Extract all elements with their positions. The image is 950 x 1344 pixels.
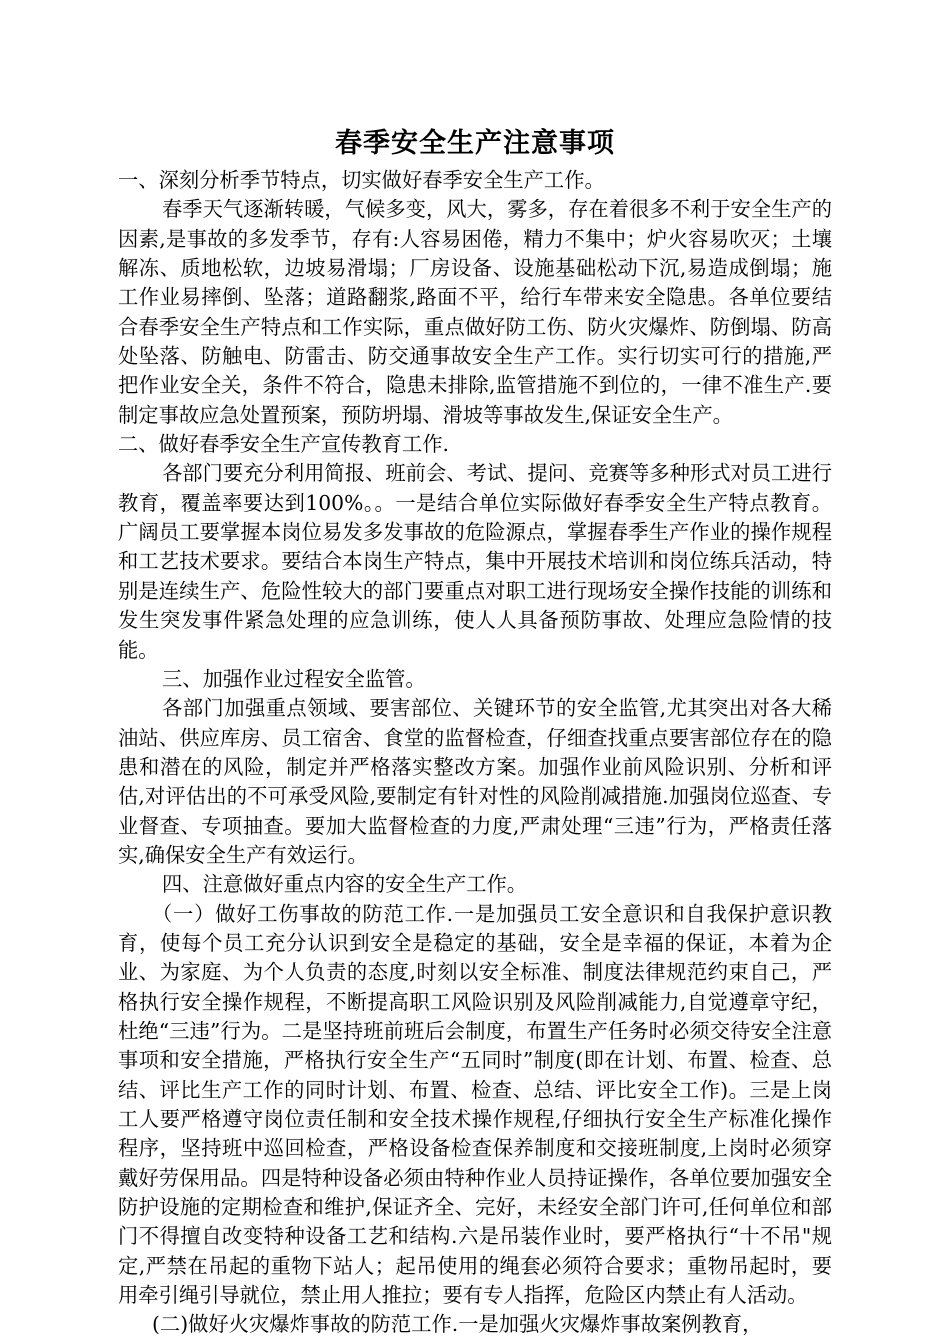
section-heading-3: 三、加强作业过程安全监管。: [162, 666, 426, 691]
section-body-2: 各部门要充分利用简报、班前会、考试、提问、竞赛等多种形式对员工进行教育，覆盖率要达到100%。。一是结合单位实际做好春季安全生产特点教育。广阔员工要掌握本岗位易发多发事故的危险源点，掌握春季生产作业的操作规程和工艺技术要求。要结合本岗生产特点，集中开展技术培训和岗位练兵活动，特别是连续生产、危险性较大的部门要重点对职工进行现场安全操作技能的训练和发生突发事件紧急处理的应急训练，使人人具备预防事故、处理应急险情的技能。: [118, 461, 832, 662]
subsection-2-body: (二)做好火灾爆炸事故的防范工作.一是加强火灾爆炸事故案例教育，: [152, 1312, 763, 1337]
section-body-3: 各部门加强重点领域、要害部位、关键环节的安全监管,尤其突出对各大稀油站、供应库房、员工宿舍、食堂的监督检查，仔细查找重点要害部位存在的隐患和潜在的风险，制定并严格落实整改方案。加强作业前风险识别、分析和评估,对评估出的不可承受风险,要制定有针对性的风险削减措施.加强岗位巡查、专业督查、专项抽查。要加大监督检查的力度,严肃处理“三违”行为，严格责任落实,确保安全生产有效运行。: [118, 696, 832, 867]
section-heading-4: 四、注意做好重点内容的安全生产工作。: [162, 872, 528, 897]
section-body-1: 春季天气逐渐转暖，气候多变，风大，雾多，存在着很多不利于安全生产的因素,是事故的多发季节，存有:人容易困倦，精力不集中；炉火容易吹灭；土壤解冻、质地松软，边坡易滑塌；厂房设备、设施基础松动下沉,易造成倒塌；施工作业易摔倒、坠落；道路翻浆,路面不平，给行车带来安全隐患。各单位要结合春季安全生产特点和工作实际，重点做好防工伤、防火灾爆炸、防倒塌、防高处坠落、防触电、防雷击、防交通事故安全生产工作。实行切实可行的措施,严把作业安全关，条件不符合，隐患未排除,监管措施不到位的，一律不准生产.要制定事故应急处置预案，预防坍塌、滑坡等事故发生,保证安全生产。: [118, 197, 832, 427]
document-page: [118, 122, 832, 1340]
section-heading-1: 一、深刻分析季节特点，切实做好春季安全生产工作。: [118, 168, 605, 192]
subsection-1-body: （一）做好工伤事故的防范工作.一是加强员工安全意识和自我保护意识教育，使每个员工充分认识到安全是稳定的基础，安全是幸福的保证，本着为企业、为家庭、为个人负责的态度,时刻以安全标准、制度法律规范约束自己，严格执行安全操作规程，不断提高职工风险识别及风险削减能力,自觉遵章守纪，杜绝“三违”行为。二是坚持班前班后会制度，布置生产任务时必须交待安全注意事项和安全措施，严格执行安全生产“五同时”制度(即在计划、布置、检查、总结、评比生产工作的同时计划、布置、检查、总结、评比安全工作)。三是上岗工人要严格遵守岗位责任制和安全技术操作规程,仔细执行安全生产标准化操作程序，坚持班中巡回检查，严格设备检查保养制度和交接班制度,上岗时必须穿戴好劳保用品。四是特种设备必须由特种作业人员持证操作，各单位要加强安全防护设施的定期检查和维护,保证齐全、完好，未经安全部门许可,任何单位和部门不得擅自改变特种设备工艺和结构.六是吊装作业时，要严格执行“十不吊"规定,严禁在吊起的重物下站人；起吊使用的绳套必须符合要求；重物吊起时，要用牵引绳引导就位，禁止用人推拉；要有专人指挥，危险区内禁止有人活动。: [118, 901, 832, 1308]
section-heading-2: 二、做好春季安全生产宣传教育工作.: [118, 432, 449, 457]
document-title: 春季安全生产注意事项: [335, 128, 615, 159]
